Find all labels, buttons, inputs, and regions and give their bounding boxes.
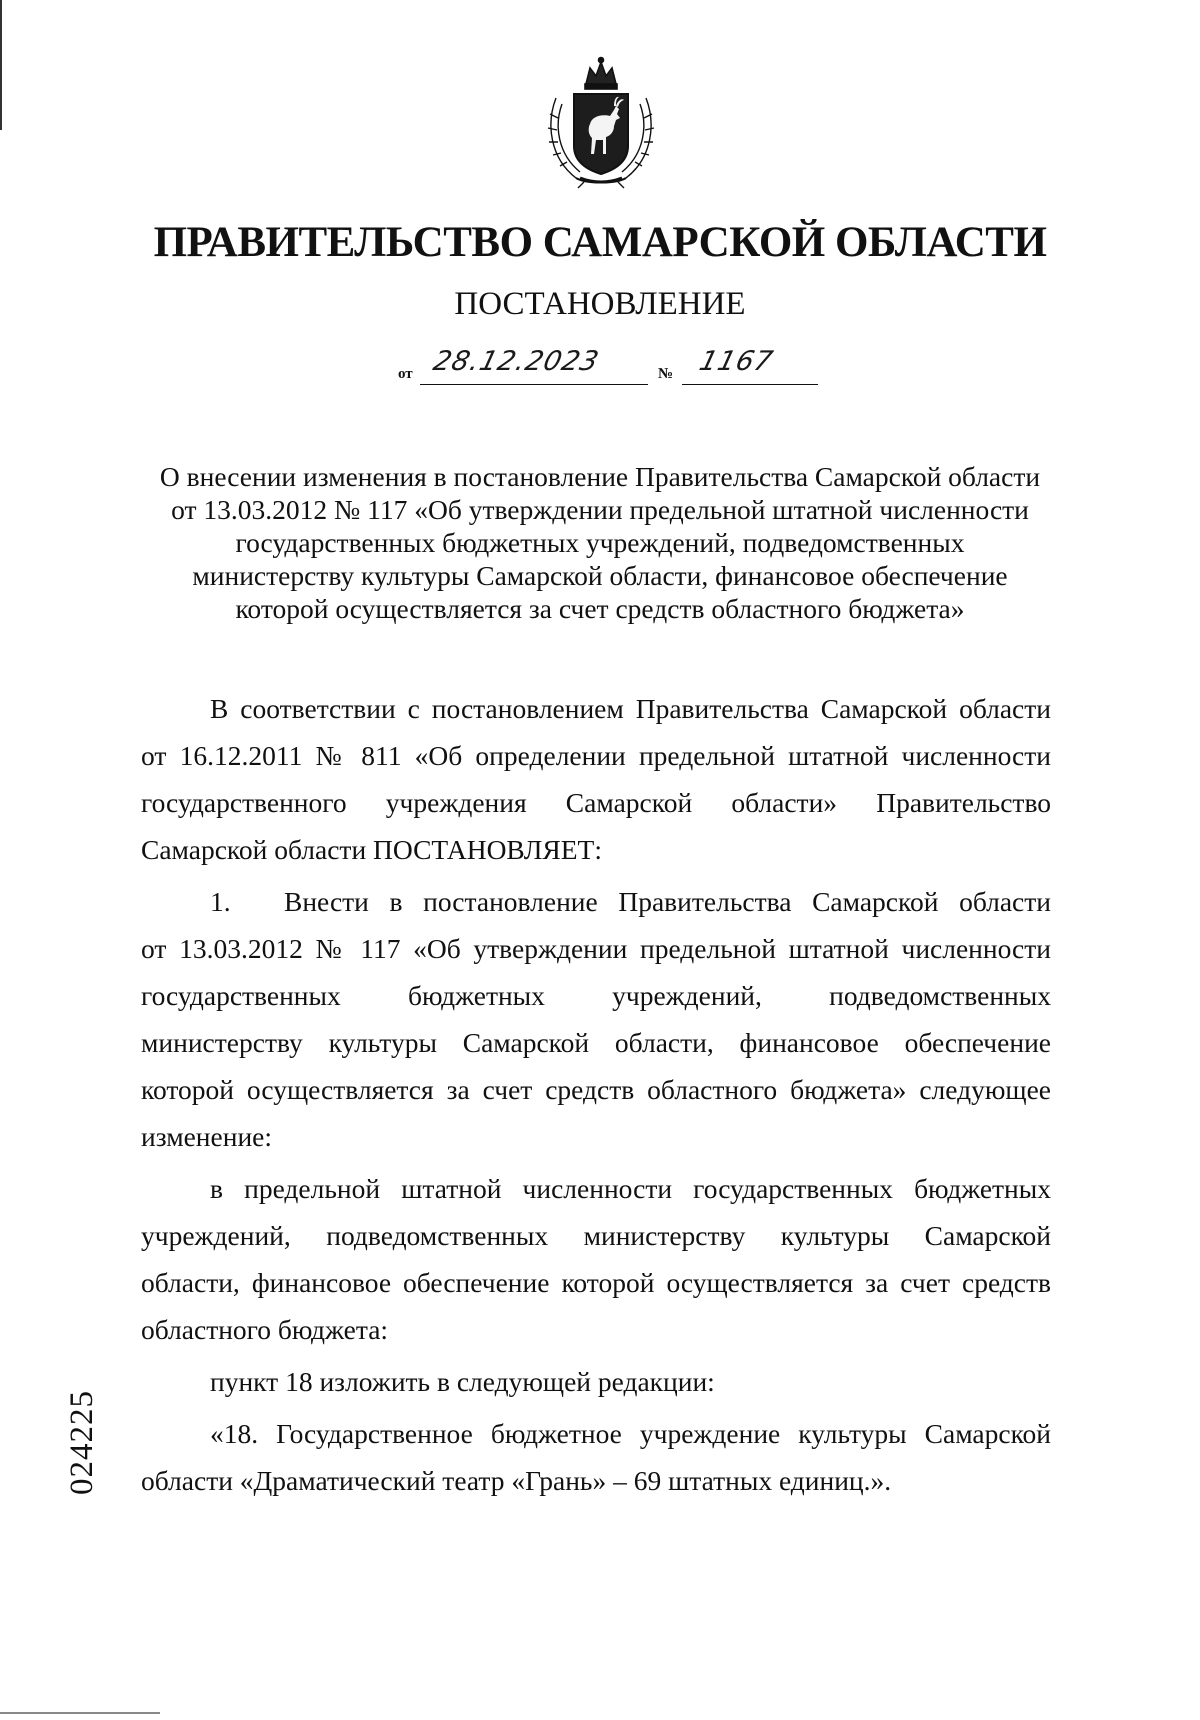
body-line: Внести в постановление Правительства Самарской области <box>284 886 1051 917</box>
date-underline <box>420 384 648 385</box>
body-line: области, финансовое обеспечение которой осуществляется за счет средств <box>141 1267 1051 1298</box>
subject-line: министерству культуры Самарской области, финансовое обеспечение <box>192 560 1008 591</box>
serial-number: 024225 <box>64 1390 100 1495</box>
body-line: учреждений, подведомственных министерству культуры Самарской <box>141 1220 1051 1251</box>
item-number: 1. <box>210 886 231 917</box>
body-line: В соответствии с постановлением Правительства Самарской области <box>210 693 1051 724</box>
date-label: от <box>398 366 413 382</box>
body-line: которой осуществляется за счет средств областного бюджета» следующее <box>141 1074 1051 1105</box>
subject-line: государственных бюджетных учреждений, подведомственных <box>235 527 965 558</box>
body-line: «18. Государственное бюджетное учреждение культуры Самарской <box>210 1418 1051 1449</box>
point-instruction: пункт 18 изложить в следующей редакции: <box>210 1366 715 1397</box>
scan-bottom-edge <box>0 1712 160 1714</box>
date-number-row <box>398 346 818 392</box>
resolution-subject <box>100 460 1100 625</box>
coat-of-arms-emblem <box>536 54 666 190</box>
number-handwritten: 1167 <box>696 346 777 377</box>
subject-line: от 13.03.2012 № 117 «Об утверждении предельной штатной численности <box>171 494 1029 525</box>
scan-edge-line <box>0 0 2 130</box>
body-line: в предельной штатной численности государственных бюджетных <box>210 1173 1051 1204</box>
body-line: области «Драматический театр «Грань» – 69 штатных единиц.». <box>141 1465 892 1496</box>
body-line: изменение: <box>141 1121 273 1152</box>
body-line: государственного учреждения Самарской области» Правительство <box>141 787 1051 818</box>
body-line: министерству культуры Самарской области, финансовое обеспечение <box>141 1027 1051 1058</box>
government-title: ПРАВИТЕЛЬСТВО САМАРСКОЙ ОБЛАСТИ <box>153 219 1047 266</box>
number-label: № <box>658 366 674 382</box>
date-handwritten: 28.12.2023 <box>430 346 603 377</box>
body-line: от 13.03.2012 № 117 «Об утверждении предельной штатной численности <box>141 933 1051 964</box>
number-underline <box>682 384 818 385</box>
subject-line: которой осуществляется за счет средств областного бюджета» <box>235 593 965 624</box>
body-line: от 16.12.2011 № 811 «Об определении предельной штатной численности <box>141 740 1051 771</box>
body-line: Самарской области ПОСТАНОВЛЯЕТ: <box>141 834 602 865</box>
body-line: государственных бюджетных учреждений, подведомственных <box>141 980 1051 1011</box>
body-line: областного бюджета: <box>141 1314 389 1345</box>
document-type: ПОСТАНОВЛЕНИЕ <box>454 286 746 322</box>
subject-line: О внесении изменения в постановление Правительства Самарской области <box>159 461 1041 492</box>
coat-of-arms-icon <box>536 54 666 190</box>
